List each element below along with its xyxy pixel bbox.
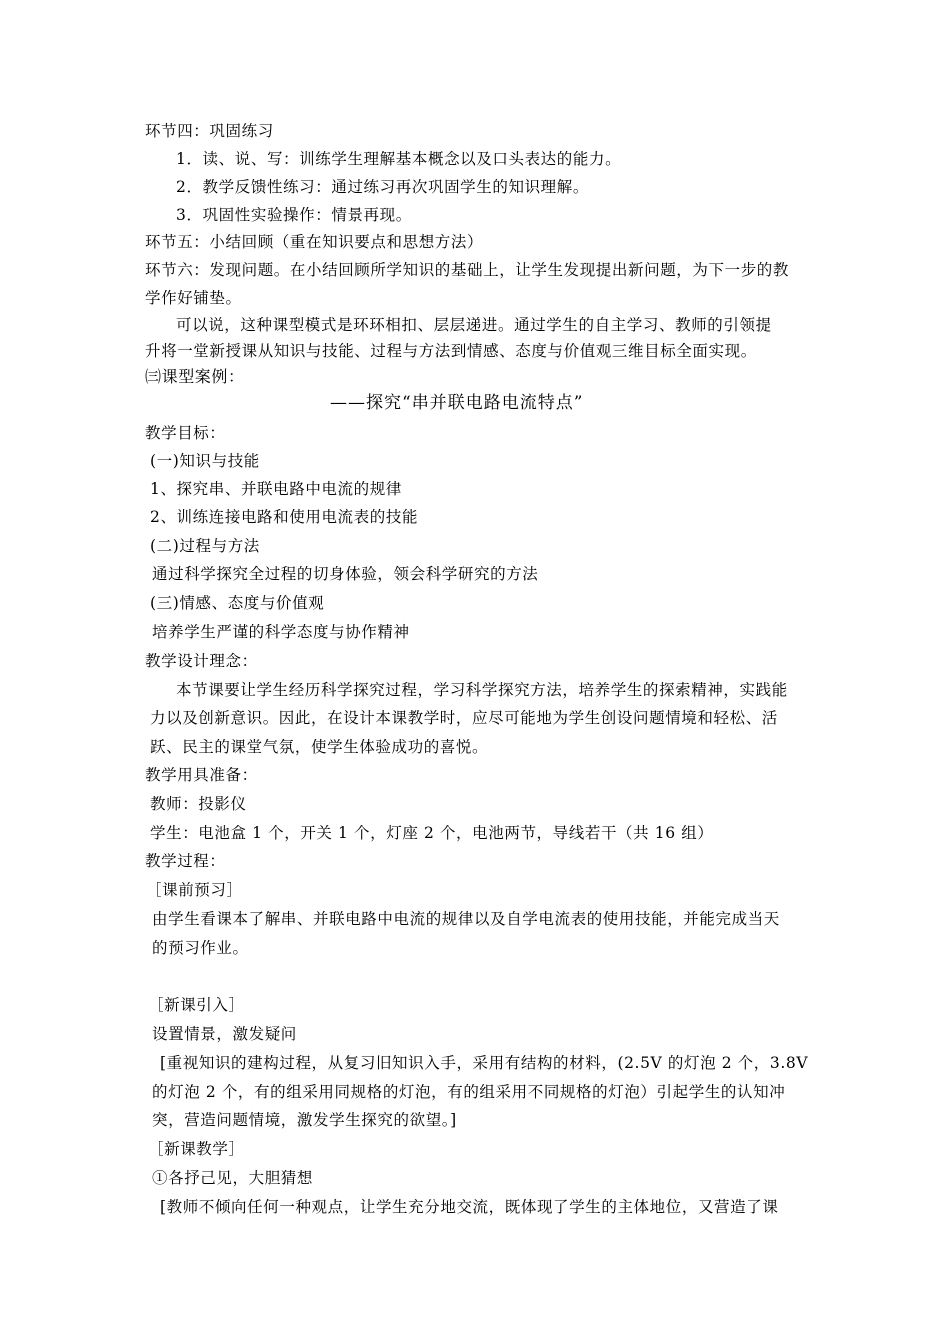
subsection-heading: (二)过程与方法 — [150, 537, 260, 555]
text-line: 可以说，这种课型模式是环环相扣、层层递进。通过学生的自主学习、教师的引领提 — [176, 316, 772, 334]
section-heading: ㈢课型案例： — [145, 367, 245, 386]
section-heading: 教学目标： — [145, 424, 226, 442]
text-line: 1、探究串、并联电路中电流的规律 — [150, 480, 402, 498]
text-line: 突，营造问题情境，激发学生探究的欲望。] — [152, 1111, 457, 1129]
text-line: 学作好铺垫。 — [145, 289, 242, 307]
text-line: 力以及创新意识。因此，在设计本课教学时，应尽可能地为学生创设问题情境和轻松、活 — [150, 709, 778, 727]
case-title: ——探究“串并联电路电流特点” — [330, 393, 584, 413]
subsection-heading: (一)知识与技能 — [150, 452, 260, 470]
text-line: 设置情景，激发疑问 — [152, 1025, 297, 1043]
text-line: 培养学生严谨的科学态度与协作精神 — [152, 623, 410, 641]
text-line: 环节六：发现问题。在小结回顾所学知识的基础上，让学生发现提出新问题，为下一步的教 — [145, 261, 790, 279]
section-heading: 教学过程： — [145, 852, 226, 870]
text-line: 跃、民主的课堂气氛，使学生体验成功的喜悦。 — [150, 738, 489, 756]
text-line: 学生：电池盒 1 个，开关 1 个，灯座 2 个，电池两节，导线若干（共 16 组） — [150, 824, 714, 842]
text-line: 的预习作业。 — [152, 939, 249, 957]
text-line: 通过科学探究全过程的切身体验，领会科学研究的方法 — [152, 565, 539, 583]
subsection-heading: ［新课引入］ — [148, 996, 245, 1014]
subsection-heading: (三)情感、态度与价值观 — [150, 594, 325, 612]
section-heading: 教学设计理念： — [145, 652, 258, 670]
text-line: 由学生看课本了解串、并联电路中电流的规律以及自学电流表的使用技能，并能完成当天 — [152, 910, 780, 928]
text-line: 的灯泡 2 个，有的组采用同规格的灯泡，有的组采用不同规格的灯泡）引起学生的认知冲 — [152, 1083, 786, 1101]
text-line: [教师不倾向任何一种观点，让学生充分地交流，既体现了学生的主体地位，又营造了课 — [160, 1198, 779, 1216]
text-line: 3．巩固性实验操作：情景再现。 — [176, 206, 412, 224]
text-line: [重视知识的建构过程，从复习旧知识入手，采用有结构的材料，(2.5V 的灯泡 2 个，3.8V — [160, 1054, 809, 1072]
section-heading: 教学用具准备： — [145, 766, 258, 784]
text-line: 本节课要让学生经历科学探究过程，学习科学探究方法，培养学生的探索精神，实践能 — [176, 681, 788, 699]
text-line: 2．教学反馈性练习：通过练习再次巩固学生的知识理解。 — [176, 178, 589, 196]
text-line: 升将一堂新授课从知识与技能、过程与方法到情感、态度与价值观三维目标全面实现。 — [145, 342, 757, 360]
section-heading: 环节四：巩固练习 — [145, 122, 274, 140]
section-heading: 环节五：小结回顾（重在知识要点和思想方法） — [145, 233, 484, 251]
text-line: 教师：投影仪 — [150, 795, 247, 813]
text-line: 2、训练连接电路和使用电流表的技能 — [150, 508, 419, 526]
subsection-heading: ［课前预习］ — [146, 881, 243, 899]
text-line: ①各抒己见，大胆猜想 — [152, 1169, 314, 1187]
text-line: 1．读、说、写：训练学生理解基本概念以及口头表达的能力。 — [176, 150, 622, 168]
subsection-heading: ［新课教学］ — [148, 1140, 245, 1158]
